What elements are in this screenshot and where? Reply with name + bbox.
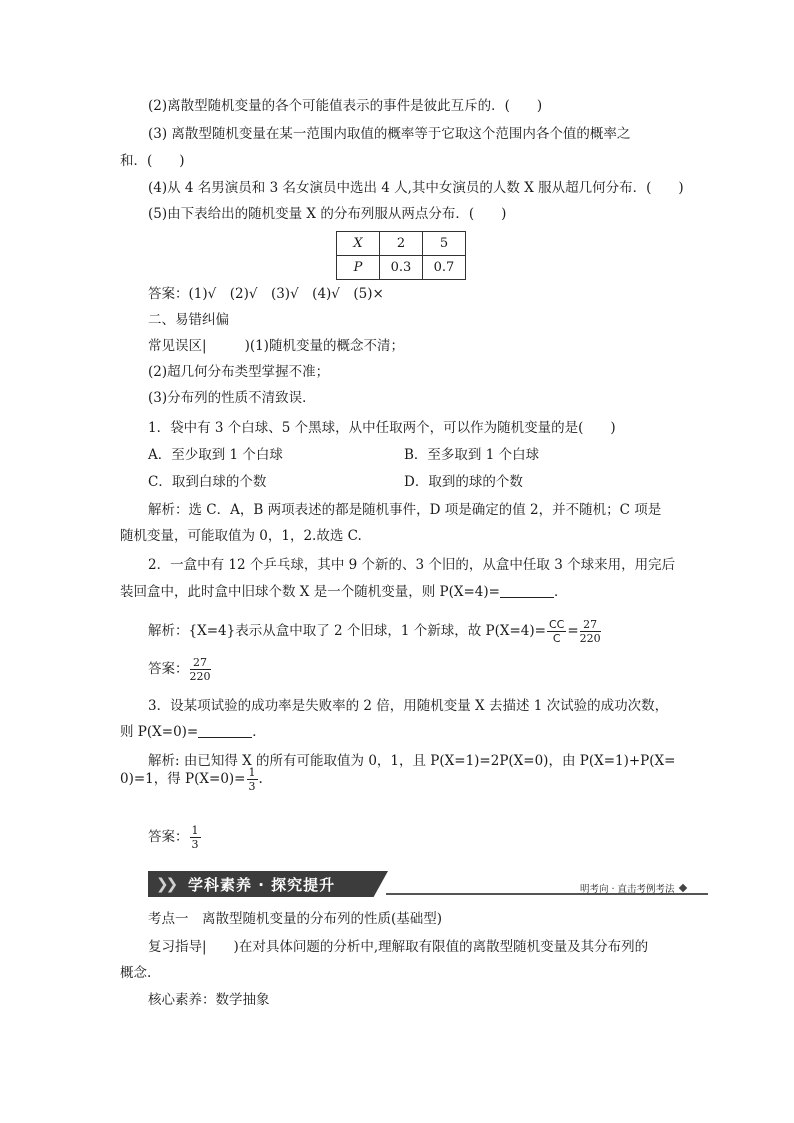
fraction-denominator: 3 — [191, 838, 199, 851]
table-cell: 0.3 — [380, 256, 423, 280]
q2-solution — [148, 618, 602, 645]
section-heading: 二、易错纠偏 — [148, 312, 229, 328]
table-cell: 2 — [380, 232, 423, 256]
q3-solution-line1: 解析: 由已知得 X 的所有可能取值为 0，1，且 P(X=1)=2P(X=0)，由 P(X=1)+P(X= — [148, 753, 676, 769]
judgement-item-5: (5)由下表给出的随机变量 X 的分布列服从两点分布．( ) — [148, 206, 507, 222]
combination-fraction — [547, 618, 566, 645]
answer-blank — [198, 723, 252, 738]
diamond-icon — [678, 884, 686, 892]
q1-option-a: A．至少取到 1 个白球 — [148, 447, 283, 463]
judgement-answer: 答案：(1)√ (2)√ (3)√ (4)√ (5)× — [148, 286, 384, 302]
q1-solution-line1: 解析：选 C．A，B 两项表述的都是随机事件，D 项是确定的值 2，并不随机；C 项是 — [148, 502, 662, 518]
result-fraction — [580, 618, 601, 645]
q3-solution-text: 0)=1，得 P(X=0)= — [120, 771, 246, 787]
distribution-table — [336, 231, 466, 280]
fraction-numerator: 1 — [191, 824, 199, 837]
q1-solution-line2: 随机变量，可能取值为 0，1，2.故选 C. — [120, 528, 362, 544]
mistake-line-1 — [148, 336, 404, 356]
equals-sign: = — [567, 623, 579, 639]
judgement-item-3-line2: 和．( ) — [120, 153, 185, 169]
fraction-denominator: C — [552, 632, 561, 645]
judgement-item-2: (2)离散型随机变量的各个可能值表示的事件是彼此互斥的．( ) — [148, 98, 543, 114]
q3-stem-end: ． — [252, 724, 266, 740]
fraction-denominator: 220 — [579, 632, 601, 645]
q2-answer — [148, 656, 212, 683]
mistake-label: 常见误区| — [148, 338, 207, 354]
q1-stem: 1．袋中有 3 个白球、5 个黑球，从中任取两个，可以作为随机变量的是( ) — [148, 420, 616, 436]
banner-subtitle — [580, 881, 686, 895]
table-cell: P — [337, 256, 380, 280]
core-literacy: 核心素养：数学抽象 — [148, 992, 270, 1008]
period: . — [258, 771, 263, 787]
guide-line1: 复习指导| )在对具体问题的分析中,理解取有限值的离散型随机变量及其分布列的 — [148, 939, 649, 955]
banner-subtitle-text: 明考向 · 直击考例考法 — [580, 884, 675, 895]
answer-blank — [500, 583, 554, 598]
q2-stem-line2 — [120, 582, 567, 602]
q3-solution-line2 — [120, 766, 263, 793]
table-cell: 5 — [423, 232, 466, 256]
fraction-denominator: 3 — [248, 780, 256, 793]
judgement-item-4: (4)从 4 名男演员和 3 名女演员中选出 4 人,其中女演员的人数 X 服从超几何分布．( ) — [148, 180, 684, 196]
fraction-denominator: 220 — [189, 670, 211, 683]
fraction-numerator: 27 — [190, 656, 211, 670]
fraction-numerator: 27 — [580, 618, 601, 632]
table-cell: 0.7 — [423, 256, 466, 280]
q3-stem-line1: 3．设某项试验的成功率是失败率的 2 倍，用随机变量 X 去描述 1 次试验的成功次数， — [148, 698, 669, 714]
q2-stem-text: 装回盒中，此时盒中旧球个数 X 是一个随机变量，则 P(X=4)= — [120, 584, 500, 600]
answer-fraction — [190, 656, 211, 683]
guide-line2: 概念. — [120, 965, 152, 981]
table-row — [337, 256, 466, 280]
mistake-2: (2)超几何分布类型掌握不准； — [148, 364, 330, 380]
section-banner — [148, 869, 708, 899]
answer-label: 答案： — [148, 829, 189, 845]
fraction-numerator: CC — [548, 618, 565, 631]
q3-answer — [148, 824, 202, 851]
table-row — [337, 232, 466, 256]
answer-label: 答案： — [148, 661, 189, 677]
q3-stem-line2 — [120, 722, 266, 742]
fraction-numerator: 1 — [248, 766, 256, 779]
answer-fraction — [190, 824, 201, 851]
q1-option-c: C．取到白球的个数 — [148, 474, 267, 490]
q2-stem-end: ． — [553, 584, 568, 600]
judgement-item-3-line1: (3) 离散型随机变量在某一范围内取值的概率等于它取这个范围内各个值的概率之 — [148, 126, 631, 142]
q2-solution-text: 解析：{X=4}表示从盒中取了 2 个旧球，1 个新球，故 P(X=4)= — [148, 623, 546, 639]
q3-stem-text: 则 P(X=0)= — [120, 724, 199, 740]
banner-title: 学科素养 · 探究提升 — [188, 876, 336, 894]
solution-fraction — [247, 766, 258, 793]
table-cell: X — [337, 232, 380, 256]
kaodian-title: 考点一 离散型随机变量的分布列的性质(基础型) — [148, 911, 443, 927]
mistake-1: )(1)随机变量的概念不清； — [244, 338, 404, 354]
chevron-double-icon: ❯❯ — [156, 875, 176, 893]
q2-stem-line1: 2．一盒中有 12 个乒乓球，其中 9 个新的、3 个旧的，从盒中任取 3 个球来用，用完后 — [148, 557, 676, 573]
q1-option-b: B．至多取到 1 个白球 — [404, 447, 540, 463]
q1-option-d: D．取到的球的个数 — [404, 474, 523, 490]
mistake-3: (3)分布列的性质不清致误． — [148, 390, 316, 406]
